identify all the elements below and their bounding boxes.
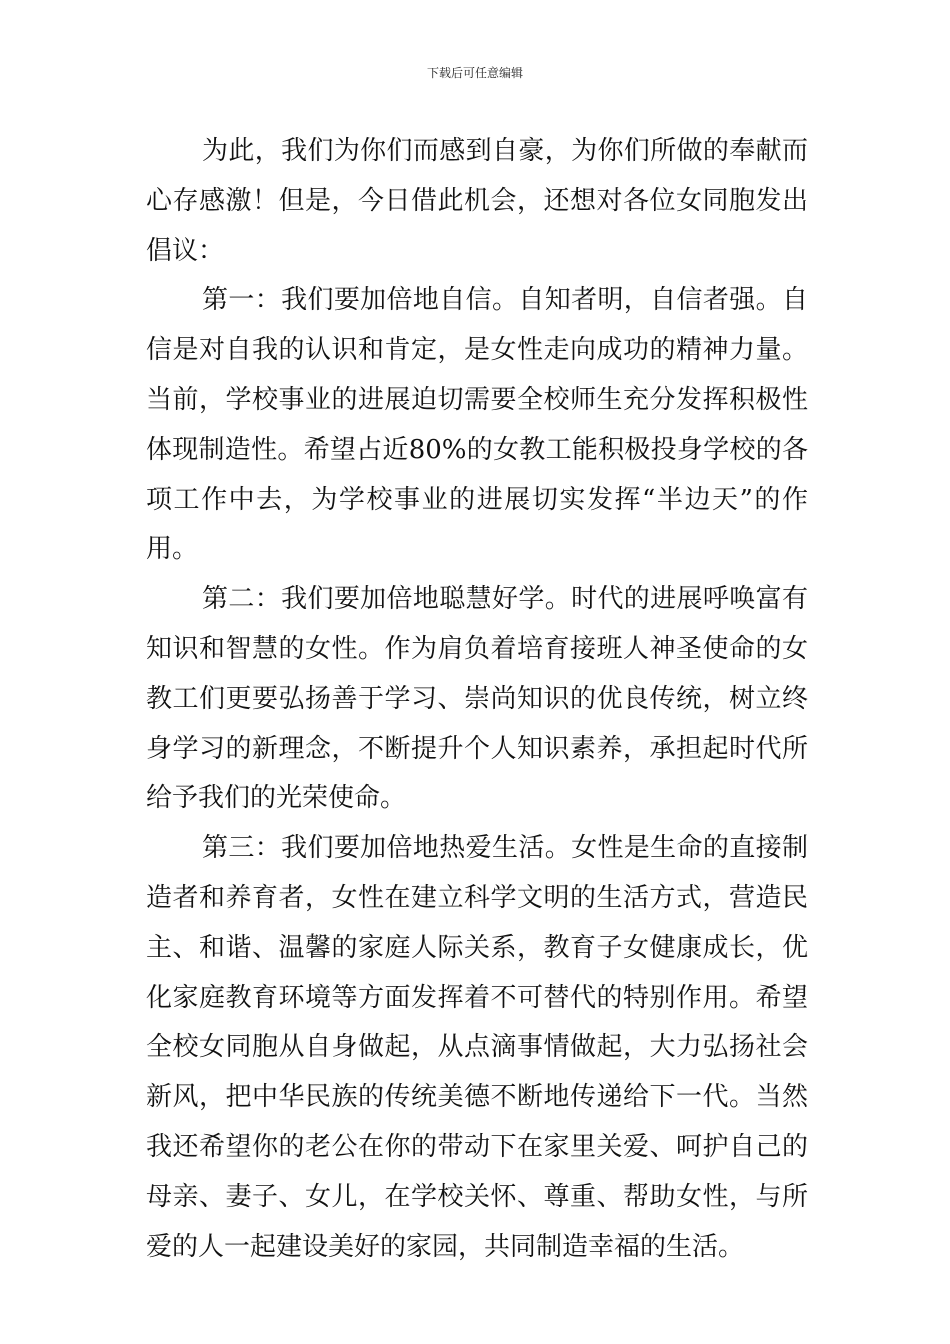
paragraph-second: 第二：我们要加倍地聪慧好学。时代的进展呼唤富有知识和智慧的女性。作为肩负着培育接班人神圣使命的女教工们更要弘扬善于学习、崇尚知识的优良传统，树立终身学习的新理念，不断提升个人知识素养，承担起时代所给予我们的光荣使命。 [146, 584, 808, 814]
paragraph-first: 第一：我们要加倍地自信。自知者明，自信者强。自信是对自我的认识和肯定，是女性走向成功的精神力量。当前，学校事业的进展迫切需要全校师生充分发挥积极性体现制造性。希望占近80%的女教工能积极投身学校的各项工作中去，为学校事业的进展切实发挥“半边天”的作用。 [146, 285, 808, 565]
document-body [146, 127, 808, 1272]
page-header-note: 下载后可任意编辑 [426, 66, 523, 80]
paragraph-third: 第三：我们要加倍地热爱生活。女性是生命的直接制造者和养育者，女性在建立科学文明的生活方式，营造民主、和谐、温馨的家庭人际关系，教育子女健康成长，优化家庭教育环境等方面发挥着不可替代的特别作用。希望全校女同胞从自身做起，从点滴事情做起，大力弘扬社会新风，把中华民族的传统美德不断地传递给下一代。当然我还希望你的老公在你的带动下在家里关爱、呵护自己的母亲、妻子、女儿，在学校关怀、尊重、帮助女性，与所爱的人一起建设美好的家园，共同制造幸福的生活。 [146, 833, 808, 1262]
paragraph-intro: 为此，我们为你们而感到自豪，为你们所做的奉献而心存感激！但是，今日借此机会，还想对各位女同胞发出倡议： [146, 136, 808, 266]
